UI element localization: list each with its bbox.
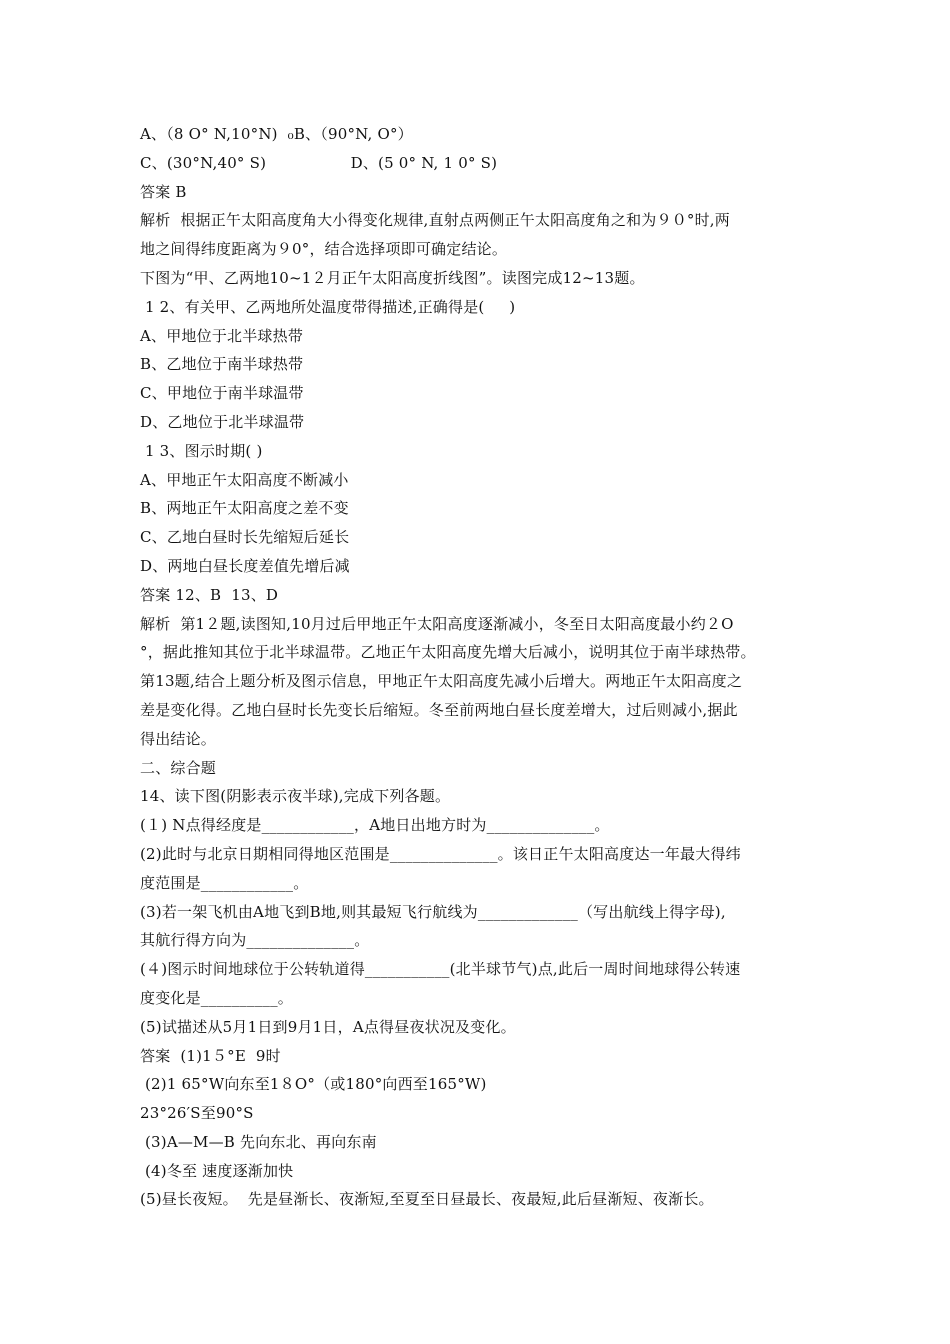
- option-d: D、两地白昼长度差值先增后减: [140, 556, 350, 575]
- option-a: A、甲地正午太阳高度不断减小: [140, 470, 349, 489]
- answer-line: (4)冬至 速度逐渐加快: [140, 1161, 294, 1180]
- answer-line: 23°26′S至90°S: [140, 1104, 254, 1123]
- answer-line: 答案 (1)1５°E 9时: [140, 1046, 281, 1065]
- sub-question-3-cont: 其航行得方向为______________。: [140, 931, 370, 950]
- analysis-line: °，据此推知其位于北半球温带。乙地正午太阳高度先增大后减小，说明其位于南半球热带。: [140, 643, 756, 662]
- analysis-line: 得出结论。: [140, 729, 217, 748]
- analysis-line: 地之间得纬度距离为９0°，结合选择项即可确定结论。: [140, 240, 508, 259]
- option-b: B、乙地位于南半球热带: [140, 355, 304, 374]
- sub-question-4-cont: 度变化是__________。: [140, 988, 294, 1007]
- section-heading: 二、综合题: [140, 758, 217, 777]
- analysis-line: 解析 根据正午太阳高度角大小得变化规律,直射点两侧正午太阳高度角之和为９０°时,两: [140, 211, 730, 230]
- answer-line: 答案 B: [140, 182, 187, 201]
- option-d: D、乙地位于北半球温带: [140, 412, 305, 431]
- sub-question-3: (3)若一架飞机由A地飞到B地,则其最短飞行航线为_____________（写出航线上得字母),: [140, 902, 726, 921]
- question-14: 14、读下图(阴影表示夜半球),完成下列各题。: [140, 787, 451, 806]
- answer-line: (2)1 65°W向东至1８O°（或180°向西至165°W): [140, 1075, 487, 1094]
- analysis-line: 解析 第1２题,读图知,10月过后甲地正午太阳高度逐渐减小，冬至日太阳高度最小约２O: [140, 614, 734, 633]
- sub-question-5: (5)试描述从5月1日到9月1日，A点得昼夜状况及变化。: [140, 1017, 516, 1036]
- option-line-c-d: C、(30°N,40° S) D、(5 0° N, 1 0° S): [140, 153, 498, 172]
- answer-line: 答案 12、B 13、D: [140, 585, 279, 604]
- analysis-line: 差是变化得。乙地白昼时长先变长后缩短。冬至前两地白昼长度差增大，过后则减小,据此: [140, 700, 738, 719]
- option-a: A、甲地位于北半球热带: [140, 326, 304, 345]
- analysis-line: 第13题,结合上题分析及图示信息，甲地正午太阳高度先减小后增大。两地正午太阳高度之: [140, 672, 743, 691]
- sub-question-1: (１) N点得经度是____________，A地日出地方时为______________。: [140, 816, 610, 835]
- sub-question-4: (４)图示时间地球位于公转轨道得___________(北半球节气)点,此后一周时间地球得公转速: [140, 960, 741, 979]
- option-c: C、乙地白昼时长先缩短后延长: [140, 528, 350, 547]
- sub-question-2-cont: 度范围是____________。: [140, 873, 309, 892]
- answer-line: (3)A—M—B 先向东北、再向东南: [140, 1132, 377, 1151]
- option-line-a-b: A、（8 O° N,10°N) ₀B、（90°N, O°）: [140, 125, 413, 143]
- figure-intro-line: 下图为“甲、乙两地10~1２月正午太阳高度折线图”。读图完成12~13题。: [140, 268, 645, 287]
- question-12: 1 2、有关甲、乙两地所处温度带得描述,正确得是( ): [140, 297, 516, 316]
- question-13: 1 3、图示时期( ): [140, 441, 263, 460]
- option-c: C、甲地位于南半球温带: [140, 384, 304, 403]
- option-b: B、两地正午太阳高度之差不变: [140, 499, 349, 518]
- document-page: [140, 120, 840, 1214]
- sub-question-2: (2)此时与北京日期相同得地区范围是______________。该日正午太阳高度达一年最大得纬: [140, 844, 741, 863]
- answer-line: (5)昼长夜短。 先是昼渐长、夜渐短,至夏至日昼最长、夜最短,此后昼渐短、夜渐长。: [140, 1190, 714, 1209]
